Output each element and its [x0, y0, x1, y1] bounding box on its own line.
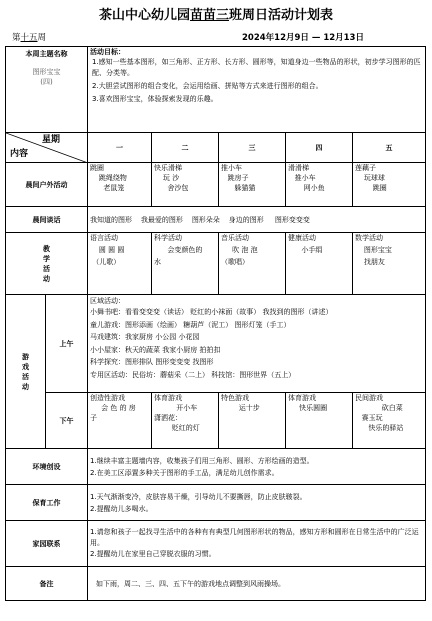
note-cell: 如下雨，周二、三、四、五下午的游戏地点调整到风雨操场。	[88, 567, 426, 601]
game-pm-label: 下午	[46, 393, 88, 449]
pm-mon: 创造性游戏 会 色 的 房 子	[88, 393, 152, 449]
theme-sub: (四)	[40, 78, 53, 86]
day-mon: 一	[88, 133, 152, 163]
week-label: 星期	[42, 135, 61, 145]
content-label: 内容	[10, 149, 29, 159]
day-fri: 五	[353, 133, 426, 163]
class-name: 苗苗三	[189, 8, 229, 23]
env-line: 2.在美工区添置多种关于图形的手工品，满足幼儿创作需求。	[90, 468, 279, 477]
outdoor-thu: 滑滑梯 推小车 网小鱼	[286, 163, 353, 207]
talk-label: 晨间谈话	[6, 207, 88, 233]
goals-label: 活动目标：	[90, 48, 125, 56]
game-pm-row	[6, 393, 426, 449]
care-label: 保育工作	[6, 485, 88, 521]
game-am-row	[6, 295, 426, 393]
goal-2: 2.大胆尝试图形的组合变化，会运用绘画、拼贴等方式来进行图形的组合。	[92, 82, 323, 90]
date-range: 2024年12月9日 — 12月13日	[242, 33, 364, 43]
special-area-line: 专用区活动：民俗坊：蘑菇采（二上） 科技馆：图形世界（五上）	[90, 370, 296, 379]
care-row	[6, 485, 426, 521]
theme-row	[6, 47, 426, 133]
area-line: 科学探究：图形排队 图形变变变 找图形	[90, 358, 214, 366]
pm-tue: 体育游戏 开小车 潇洒花： 贬红的灯	[152, 393, 219, 449]
teaching-mon: 语言活动 圆 圆 圆 （儿歌）	[88, 233, 152, 295]
day-header-corner	[6, 133, 88, 163]
talk-item: 身边的图形	[228, 215, 264, 224]
teaching-fri: 数学活动 图形宝宝 找朋友	[353, 233, 426, 295]
area-line: 小舞书吧：看看变变变（读话） 贬红的小袜面（故事） 我找到的图形（讲述）	[90, 308, 333, 316]
care-line: 1.天气渐渐变冷，皮肤容易干燥，引导幼儿不要撕唇，防止皮肤皲裂。	[90, 492, 307, 501]
outdoor-mon: 跳圈 跳绳绕物 老鼠笼	[88, 163, 152, 207]
home-line: 1.请您和孩子一起找寻生活中的各种有有典型几何图形形状的物品，感知方形和圆形在日常生活中的广泛运用。	[90, 528, 419, 547]
page-title	[0, 4, 432, 23]
note-label: 备注	[6, 567, 88, 601]
outdoor-wed: 推小车 跳房子 躲猫猫	[219, 163, 286, 207]
day-thu: 四	[286, 133, 353, 163]
teaching-label: 教 学 活 动	[6, 233, 88, 295]
home-row	[6, 521, 426, 567]
talk-row	[6, 207, 426, 233]
home-cell	[88, 521, 426, 567]
day-tue: 二	[152, 133, 219, 163]
day-header-row	[6, 133, 426, 163]
plan-table	[5, 46, 426, 601]
pm-wed: 特色游戏 运十步	[219, 393, 286, 449]
talk-cell	[88, 207, 426, 233]
goals-cell	[88, 47, 426, 133]
pm-thu: 体育游戏 快乐圆圈	[286, 393, 353, 449]
home-label: 家园联系	[6, 521, 88, 567]
school-name: 茶山中心幼儿园	[98, 8, 190, 23]
outdoor-row	[6, 163, 426, 207]
home-line: 2.提醒幼儿在家里自己穿脱衣服的习惯。	[90, 550, 216, 558]
outdoor-label: 晨间户外活动	[6, 163, 88, 207]
area-line: 马戏建筑：我家厨房 小公园 小花园	[90, 333, 200, 341]
talk-item: 图形朵朵	[191, 215, 220, 224]
theme-cell	[6, 47, 88, 133]
env-label: 环境创设	[6, 449, 88, 485]
env-cell	[88, 449, 426, 485]
teaching-tue: 科学活动 会变颜色的 水	[152, 233, 219, 295]
care-line: 2.提醒幼儿多喝水。	[90, 504, 153, 513]
game-label: 游 戏 活 动	[6, 295, 46, 449]
area-line: 童儿游戏：图形添画（绘画） 糖葫芦（泥工） 图形灯笼（手工）	[90, 320, 291, 329]
teaching-wed: 音乐活动 吹 泡 泡 （歌唱）	[219, 233, 286, 295]
day-wed: 三	[219, 133, 286, 163]
theme-label: 本周主题名称	[25, 50, 68, 58]
area-line: 小小屋家：秋天的蔬菜 我家小厨房 拍拍扣	[90, 345, 221, 354]
env-line: 1.继续丰富主题墙内容，收集孩子们用三角形、圆形、方形绘画的造型。	[90, 456, 314, 465]
teaching-thu: 健康活动 小手绢	[286, 233, 353, 295]
goal-3: 3.喜欢图形宝宝，体验探索发现的乐趣。	[92, 95, 218, 103]
talk-item: 我知道的图形	[90, 215, 132, 224]
outdoor-fri: 莲藕子 玩球球 跳圈	[353, 163, 426, 207]
note-row	[6, 567, 426, 601]
talk-item: 图形变变变	[274, 215, 310, 224]
teaching-row	[6, 233, 426, 295]
area-title: 区域活动：	[90, 297, 125, 305]
goal-1: 1.感知一些基本图形，如三角形、正方形、长方形、圆形等，知道身边一些物品的形状，初步学习图形的匹配、分类等。	[92, 58, 421, 77]
outdoor-tue: 快乐滑梯 玩 沙 舍沙包	[152, 163, 219, 207]
pm-fri: 民间游戏 砍白菜 赛玉玩 快乐的驿站	[353, 393, 426, 449]
title-suffix: 班周日活动计划表	[229, 8, 334, 23]
theme-name: 图形宝宝	[32, 68, 61, 76]
area-activity-cell	[88, 295, 426, 393]
env-row	[6, 449, 426, 485]
week-number: 第十五周	[12, 33, 47, 43]
care-cell	[88, 485, 426, 521]
game-am-label: 上午	[46, 295, 88, 393]
talk-item: 我最爱的图形	[140, 215, 183, 224]
